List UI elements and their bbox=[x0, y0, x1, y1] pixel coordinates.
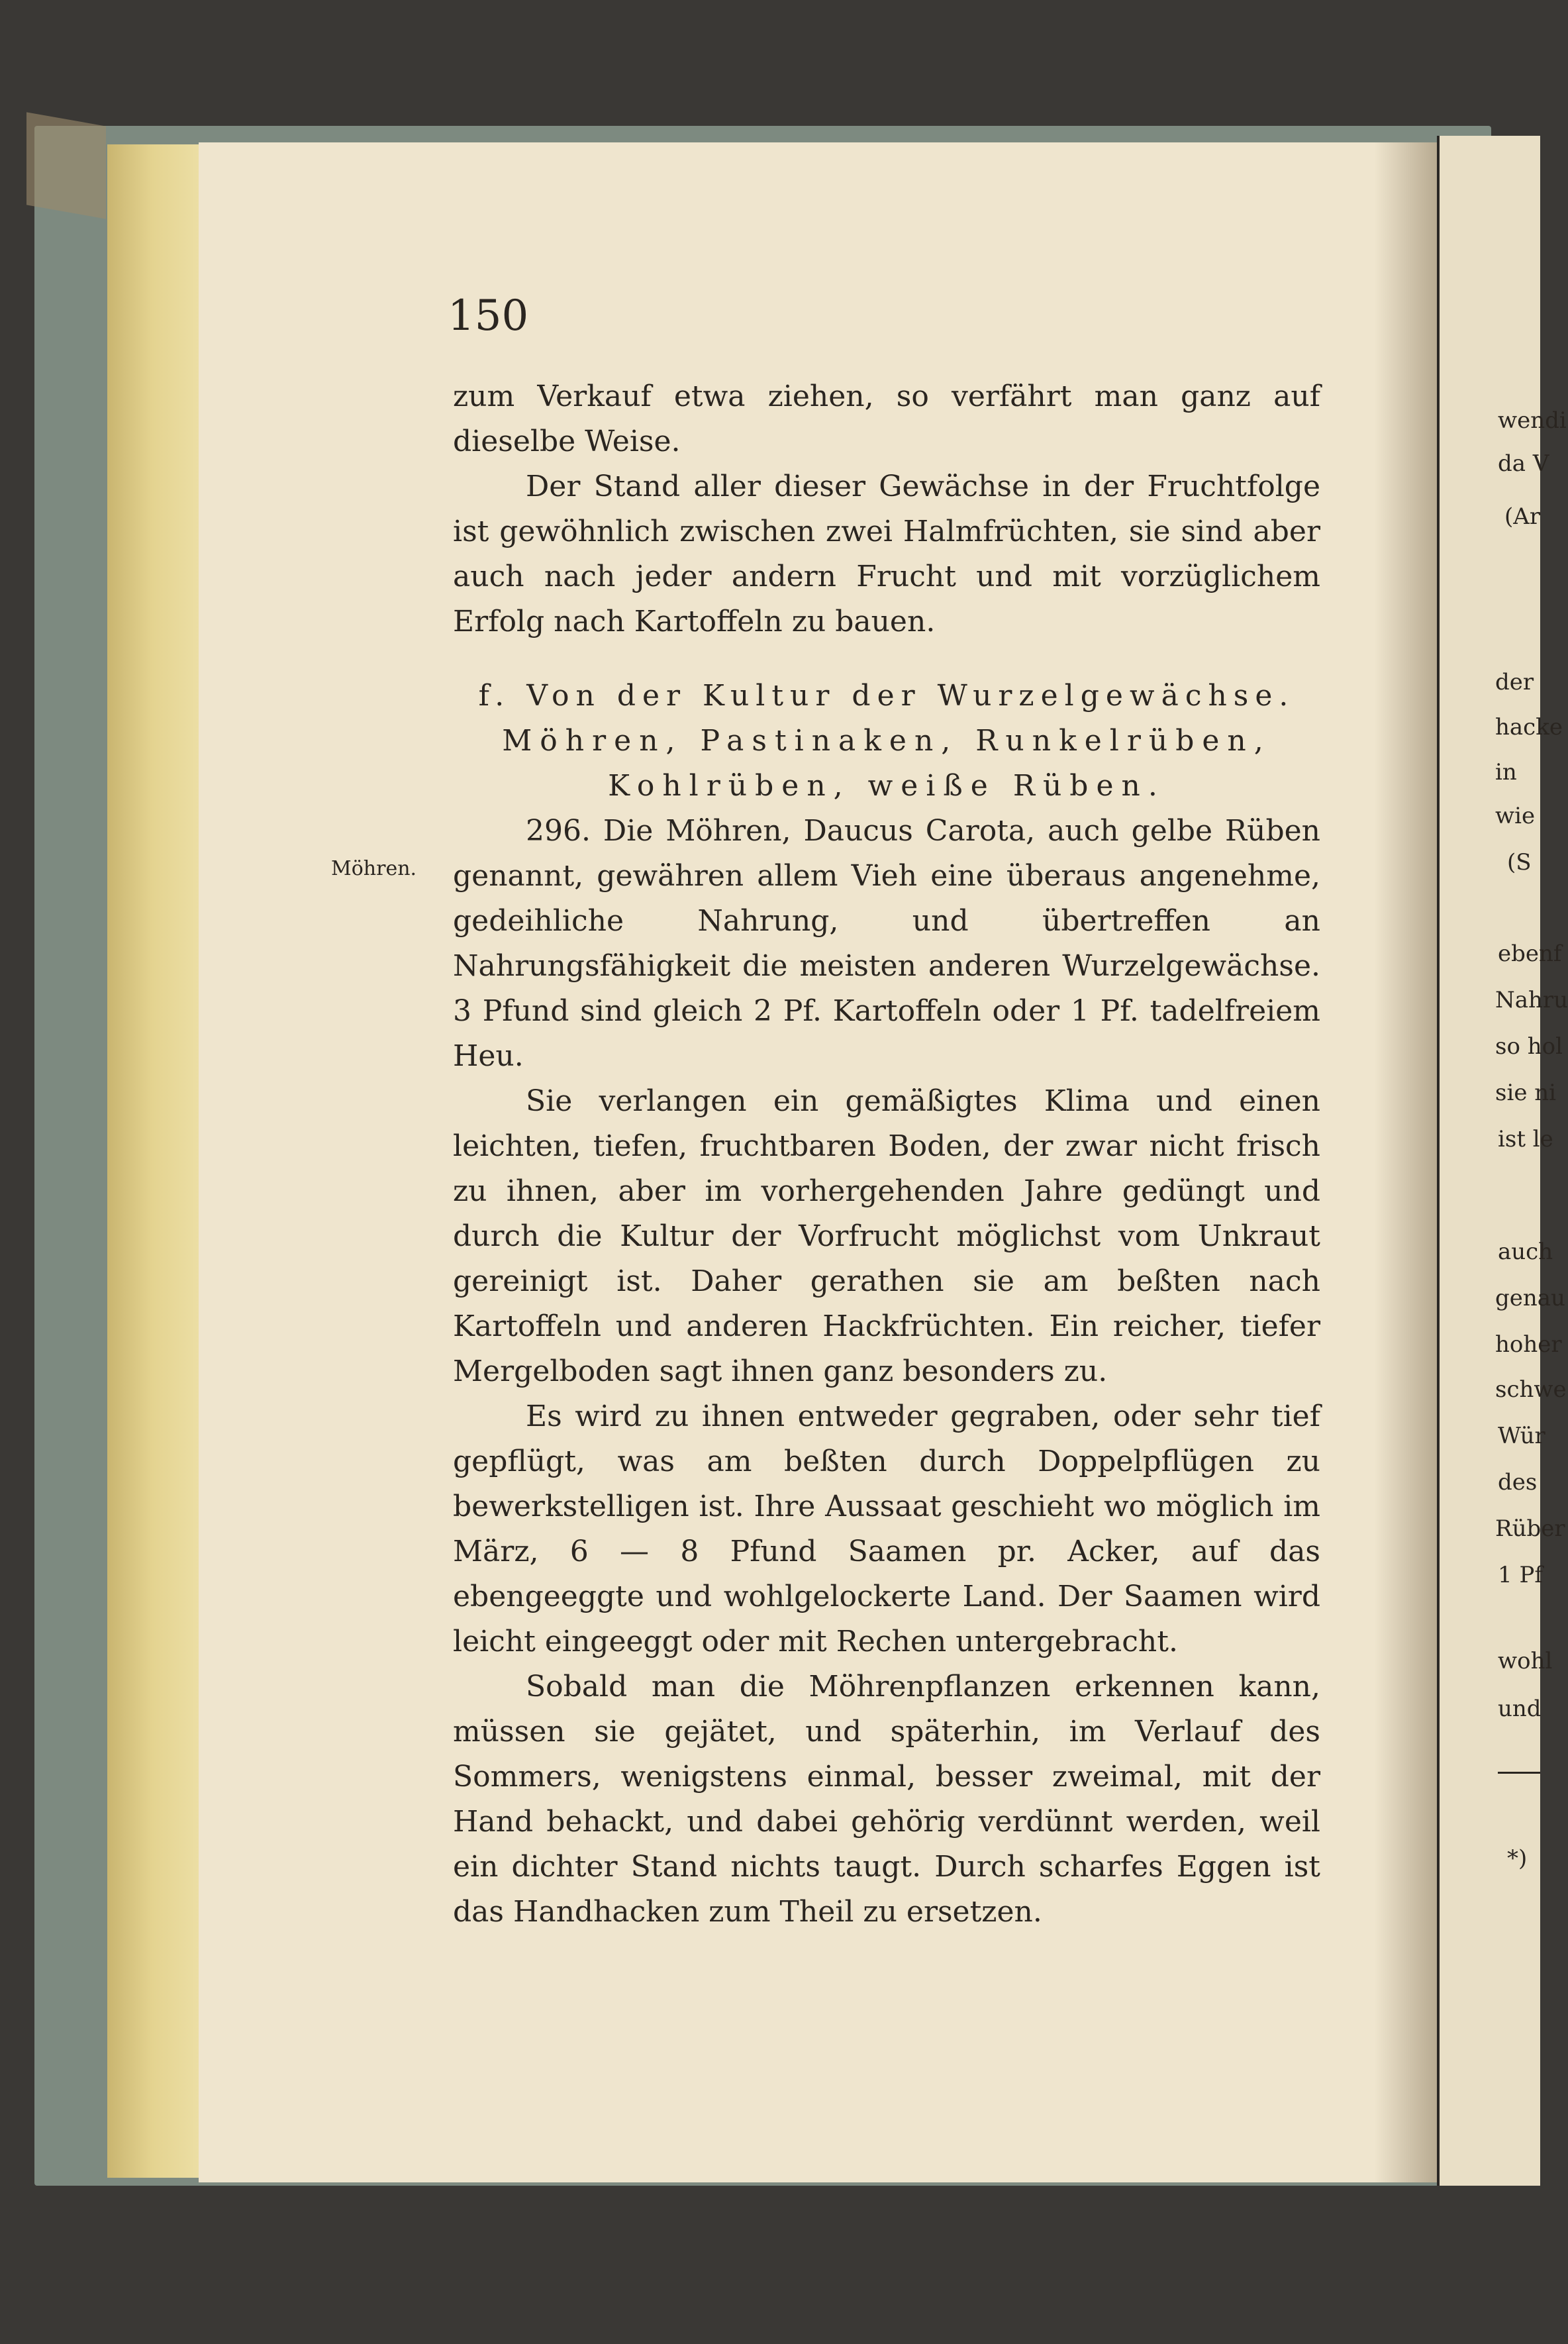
gutter-shadow bbox=[1374, 142, 1437, 2182]
cover-corner bbox=[26, 112, 106, 219]
paragraph: 296. Die Möhren, Daucus Carota, auch gelbe Rüben genannt, gewähren allem Vieh eine überaus angenehme, gedeihliche Nahrung, und übertreffen an Nahrungsfähigkeit die meisten anderen Wurzelgewächse. 3 Pfund sind gleich 2 Pf. Kartoffeln oder 1 Pf. tadelfreiem Heu. bbox=[453, 814, 1320, 1073]
right-page-fragment: sie ni bbox=[1495, 1080, 1557, 1106]
sub-heading: Möhren, Pastinaken, Runkelrüben, Kohlrüben, weiße Rüben. bbox=[502, 724, 1271, 803]
right-page-fragment: *) bbox=[1507, 1845, 1528, 1872]
right-page-fragment: und bbox=[1498, 1696, 1542, 1722]
right-page-fragment: der bbox=[1495, 669, 1534, 695]
right-page-fragment: ist le bbox=[1498, 1126, 1553, 1152]
right-page-fragment: hacke bbox=[1495, 714, 1563, 740]
paragraph: Sobald man die Möhrenpflanzen erkennen kann, müssen sie gejätet, und späterhin, im Verlauf des Sommers, wenigstens einmal, besser zweimal, mit der Hand behackt, und dabei gehörig verdünnt werden, weil ein dichter Stand nichts taugt. Durch scharfes Eggen ist das Handhacken zum Theil zu ersetzen. bbox=[453, 1670, 1320, 1929]
body-text bbox=[453, 374, 1320, 1935]
paragraph: Sie verlangen ein gemäßigtes Klima und einen leichten, tiefen, fruchtbaren Boden, der zwar nicht frisch zu ihnen, aber im vorhergehenden Jahre gedüngt und durch die Kultur der Vorfrucht möglichst vom Unkraut gereinigt ist. Daher gerathen sie am beßten nach Kartoffeln und anderen Hackfrüchten. Ein reicher, tiefer Mergelboden sagt ihnen ganz besonders zu. bbox=[453, 1084, 1320, 1388]
right-page-fragment: wendi bbox=[1498, 407, 1567, 434]
page-divider bbox=[1437, 136, 1440, 2186]
right-page-fragment: wohl bbox=[1498, 1648, 1553, 1674]
right-page-fragment: in bbox=[1495, 759, 1517, 786]
right-page-fragment: (S bbox=[1507, 849, 1532, 876]
margin-note: Möhren. bbox=[331, 857, 417, 880]
right-page-fragment: ebenf bbox=[1498, 941, 1562, 967]
paragraph: Der Stand aller dieser Gewächse in der Fruchtfolge ist gewöhnlich zwischen zwei Halmfrüchten, sie sind aber auch nach jeder andern Frucht und mit vorzüglichem Erfolg nach Kartoffeln zu bauen. bbox=[453, 470, 1320, 638]
right-page-fragment: 1 Pf bbox=[1498, 1562, 1543, 1588]
paragraph: Es wird zu ihnen entweder gegraben, oder sehr tief gepflügt, was am beßten durch Doppelpflügen zu bewerkstelligen ist. Ihre Aussaat geschieht wo möglich im März, 6 — 8 Pfund Saamen pr. Acker, auf das ebengeeggte und wohlgelockerte Land. Der Saamen wird leicht eingeeggt oder mit Rechen untergebracht. bbox=[453, 1400, 1320, 1658]
section-heading: f. Von der Kultur der Wurzelgewächse. bbox=[478, 679, 1295, 713]
right-page-fragment: Nahru bbox=[1495, 987, 1568, 1013]
right-page-fragment: Rüber bbox=[1495, 1515, 1565, 1542]
page-number: 150 bbox=[448, 291, 529, 340]
paragraph: zum Verkauf etwa ziehen, so verfährt man ganz auf dieselbe Weise. bbox=[453, 380, 1320, 458]
right-page-fragment: auch bbox=[1498, 1239, 1553, 1265]
right-page-fragment: Wür bbox=[1498, 1423, 1545, 1449]
right-page-fragment: schwe bbox=[1495, 1376, 1567, 1403]
right-page-fragment: genau bbox=[1495, 1285, 1565, 1311]
right-page-fragment: wie bbox=[1495, 803, 1536, 829]
right-page-fragment: hoher bbox=[1495, 1331, 1562, 1358]
footnote-rule bbox=[1498, 1772, 1540, 1774]
right-page-fragment: des bbox=[1498, 1469, 1538, 1496]
right-page-fragment: (Ar bbox=[1504, 503, 1541, 530]
right-page-fragment: da V bbox=[1498, 450, 1549, 477]
right-page-fragment: so hol bbox=[1495, 1033, 1563, 1060]
right-page bbox=[1437, 136, 1540, 2186]
